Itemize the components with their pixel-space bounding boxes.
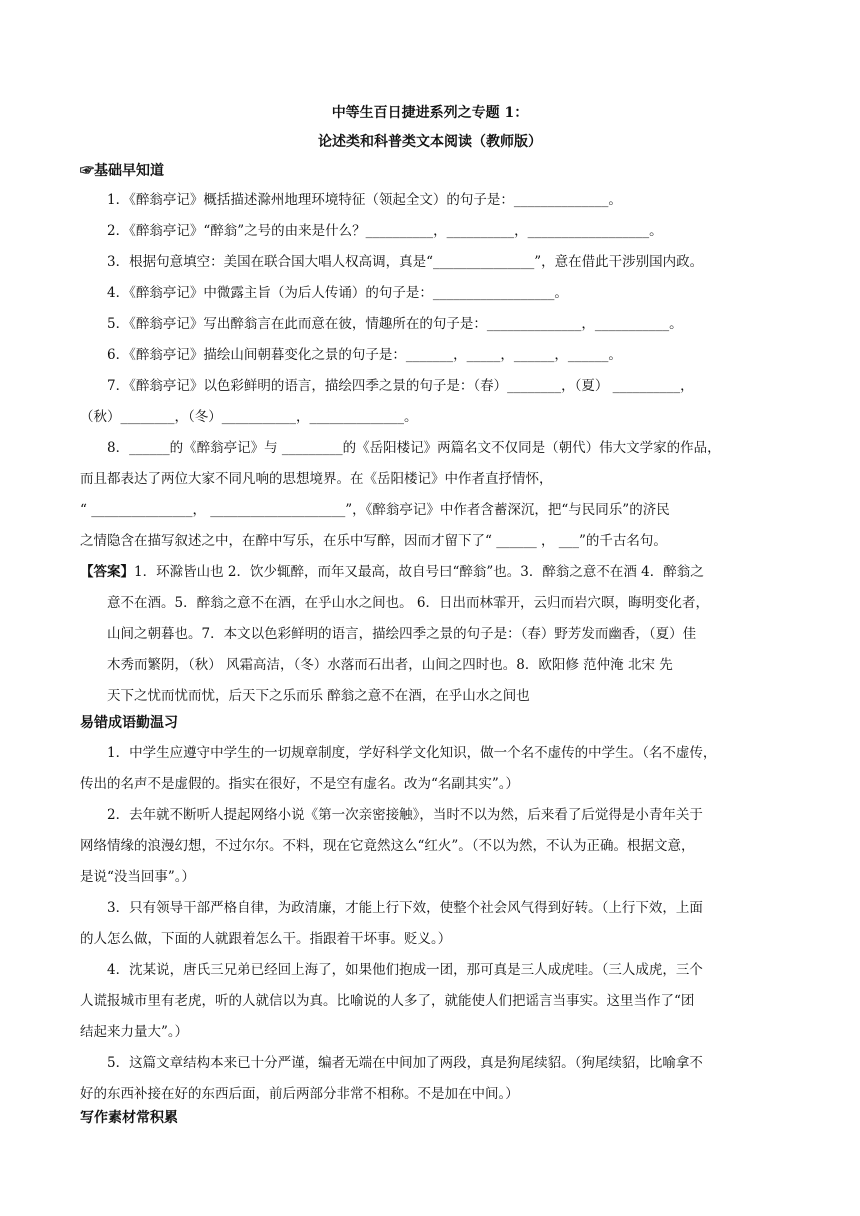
- question-2: 2．《醉翁亭记》“醉翁”之号的由来是什么？__________，__________，__________________。: [107, 223, 663, 239]
- question-8-line-1: 8．______的《醉翁亭记》与 _________的《岳阳楼记》两篇名文不仅同是（朝代）伟大文学家的作品，: [107, 440, 721, 456]
- idiom-1-line-1: 1．中学生应遵守中学生的一切规章制度，学好科学文化知识，做一个名不虚传的中学生。（名不虚传，: [107, 745, 717, 761]
- document-title: 中等生百日捷进系列之专题 1：: [331, 105, 529, 121]
- answer-tag: 【答案】: [80, 564, 134, 580]
- answer-line-5: 天下之忧而忧而忧，后天下之乐而乐 醉翁之意不在酒，在乎山水之间也: [107, 688, 530, 704]
- section-heading-basics: ☞基础早知道: [80, 163, 164, 179]
- idiom-5-line-2: 好的东西补接在好的东西后面，前后两部分非常不相称。不是加在中间。）: [80, 1086, 519, 1102]
- answer-line-4: 木秀而繁阴，（秋） 风霜高洁，（冬）水落而石出者，山间之四时也。8．欧阳修 范仲淹 北宋 先: [107, 657, 673, 673]
- idiom-2-line-2: 网络情缘的浪漫幻想，不过尔尔。不料，现在它竟然这么“红火”。（不以为然，不认为正确。根据文意，: [80, 838, 695, 854]
- question-8-line-2: 而且都表达了两位大家不同凡响的思想境界。在《岳阳楼记》中作者直抒情怀，: [80, 471, 553, 487]
- idiom-2-line-3: 是说“没当回事”。）: [80, 869, 196, 885]
- question-6: 6．《醉翁亭记》描绘山间朝暮变化之景的句子是：_______，_____，______，______。: [107, 347, 622, 363]
- idiom-4-line-2: 人谎报城市里有老虎，听的人就信以为真。比喻说的人多了，就能使人们把谣言当事实。这里当作了“团: [80, 993, 695, 1009]
- question-5: 5．《醉翁亭记》写出醉翁言在此而意在彼，情趣所在的句子是：______________，___________。: [107, 316, 683, 332]
- idiom-4-line-1: 4．沈某说，唐氏三兄弟已经回上海了，如果他们抱成一团，那可真是三人成虎哇。（三人成虎，三个: [107, 962, 703, 978]
- idiom-4-line-3: 结起来力量大”。）: [80, 1024, 189, 1040]
- idiom-5-line-1: 5．这篇文章结构本来已十分严谨，编者无端在中间加了两段，真是狗尾续貂。（狗尾续貂，比喻拿不: [107, 1055, 703, 1071]
- idiom-1-line-2: 传出的名声不是虚假的。指实在很好，不是空有虚名。改为“名副其实”。）: [80, 776, 520, 792]
- question-7-line-2: （秋）________，（冬）___________，______________。: [80, 409, 418, 425]
- answer-line-2: 意不在酒。5．醉翁之意不在酒，在乎山水之间也。 6．日出而林霏开，云归而岩穴暝，晦明变化者，: [107, 595, 709, 611]
- answer-line-1: 【答案】1．环滁皆山也 2．饮少辄醉，而年又最高，故自号曰“醉翁”也。3．醉翁之意不在酒 4．醉翁之: [80, 564, 704, 580]
- question-8-line-3: “ _______________， ____________________”，《醉翁亭记》中作者含蓄深沉，把“与民同乐”的济民: [80, 502, 670, 518]
- question-8-line-4: 之情隐含在描写叙述之中，在醉中写乐，在乐中写醉，因而才留下了“ ______ ， ___”的千古名句。: [80, 533, 667, 549]
- question-4: 4．《醉翁亭记》中微露主旨（为后人传诵）的句子是：__________________。: [107, 285, 568, 301]
- answer-line-3: 山间之朝暮也。7．本文以色彩鲜明的语言，描绘四季之景的句子是：（春）野芳发而幽香，（夏）佳: [107, 626, 697, 642]
- section-heading-idioms: 易错成语勤温习: [80, 715, 178, 731]
- question-3: 3．根据句意填空：美国在联合国大唱人权高调，真是“_______________”，意在借此干涉别国内政。: [107, 254, 704, 270]
- question-7-line-1: 7．《醉翁亭记》以色彩鲜明的语言，描绘四季之景的句子是：（春）________，（夏） __________，: [107, 378, 694, 394]
- question-1: 1．《醉翁亭记》概括描述滁州地理环境特征（领起全文）的句子是：______________。: [107, 192, 622, 208]
- section-heading-writing: 写作素材常积累: [80, 1110, 178, 1126]
- idiom-2-line-1: 2．去年就不断听人提起网络小说《第一次亲密接触》，当时不以为然，后来看了后觉得是小青年关于: [107, 807, 703, 823]
- document-subtitle: 论述类和科普类文本阅读（教师版）: [318, 134, 542, 150]
- idiom-3-line-2: 的人怎么做，下面的人就跟着怎么干。指跟着干坏事。贬义。）: [80, 931, 452, 947]
- idiom-3-line-1: 3．只有领导干部严格自律，为政清廉，才能上行下效，使整个社会风气得到好转。（上行下效，上面: [107, 900, 703, 916]
